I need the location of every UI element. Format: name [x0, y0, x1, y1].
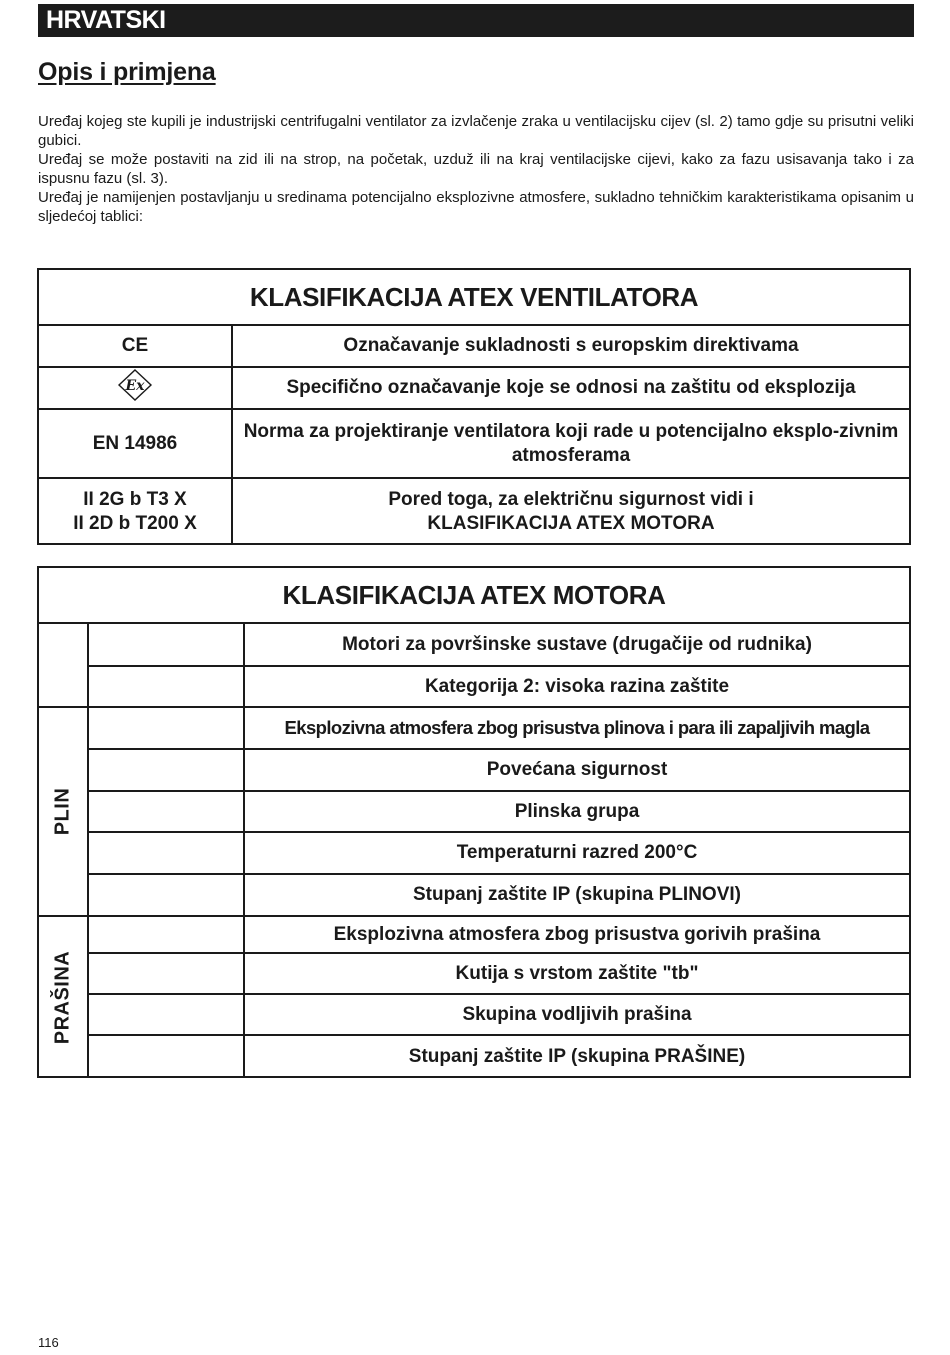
table-row: [39, 479, 909, 545]
atex-fan-table-title: KLASIFIKACIJA ATEX VENTILATORA: [39, 270, 909, 326]
atex-fan-table: [37, 268, 911, 545]
row-description: Specifično označavanje koje se odnosi na zaštitu od eksplozija: [286, 377, 856, 398]
intro-paragraph: Uređaj je namijenjen postavljanju u sredinama potencijalno eksplozivne atmosfere, sukladno tehničkim karakteristikama opisanim u sljedećoj tablici:: [38, 189, 914, 225]
table-row: Stupanj zaštite IP (skupina PLINOVI): [413, 884, 741, 905]
row-description: Pored toga, za električnu sigurnost vidi i KLASIFIKACIJA ATEX MOTORA: [388, 489, 754, 534]
table-row: [39, 326, 909, 368]
intro-paragraph: Uređaj kojeg ste kupili je industrijski centrifugalni ventilator za izvlačenje zraka u ventilacijsku cijev (sl. 2) tamo gdje su prisutni veliki gubici.: [38, 113, 914, 149]
group-label-plin: PLIN: [51, 787, 74, 836]
table-row: Kutija s vrstom zaštite "tb": [455, 962, 699, 984]
table-row: Stupanj zaštite IP (skupina PRAŠINE): [408, 1046, 746, 1067]
language-header: HRVATSKI: [38, 4, 914, 37]
row-description: Norma za projektiranje ventilatora koji rade u potencijalno eksplo-zivnim atmosferama: [243, 420, 899, 466]
table-row: [39, 410, 909, 479]
table-row: Skupina vodljivih prašina: [462, 1003, 692, 1025]
marking-cell: II 2G b T3 X II 2D b T200 X: [73, 489, 197, 534]
intro-text: [38, 112, 914, 226]
table-row: Motori za površinske sustave (drugačije od rudnika): [342, 633, 812, 655]
table-row: Povećana sigurnost: [486, 759, 668, 780]
table-row: Kategorija 2: visoka razina zaštite: [424, 675, 730, 697]
table-row: Temperaturni razred 200°C: [456, 842, 698, 863]
page-number: 116: [38, 1335, 59, 1350]
group-label-prasina: PRAŠINA: [51, 950, 74, 1045]
row-description: Označavanje sukladnosti s europskim direktivama: [343, 335, 799, 356]
svg-text:Ex: Ex: [125, 377, 145, 394]
intro-paragraph: Uređaj se može postaviti na zid ili na strop, na početak, uzduž ili na kraj ventilacijske cijevi, kako za fazu usisavanja tako i za ispusnu fazu (sl. 3).: [38, 151, 914, 187]
table-row: Eksplozivna atmosfera zbog prisustva plinova i para ili zapaljivih magla: [284, 717, 870, 738]
table-row: Plinska grupa: [514, 800, 640, 822]
atex-motor-table-title: KLASIFIKACIJA ATEX MOTORA: [39, 568, 909, 624]
section-title: Opis i primjena: [38, 58, 216, 86]
ce-mark-cell: CE: [121, 335, 149, 356]
table-row: [39, 368, 909, 410]
table-right-border: [909, 566, 911, 1078]
column-divider: [87, 624, 89, 1078]
table-row: Eksplozivna atmosfera zbog prisustva gorivih prašina: [333, 923, 821, 945]
atex-motor-table: [37, 566, 909, 1078]
standard-cell: EN 14986: [92, 432, 178, 454]
ex-icon: [115, 368, 155, 409]
